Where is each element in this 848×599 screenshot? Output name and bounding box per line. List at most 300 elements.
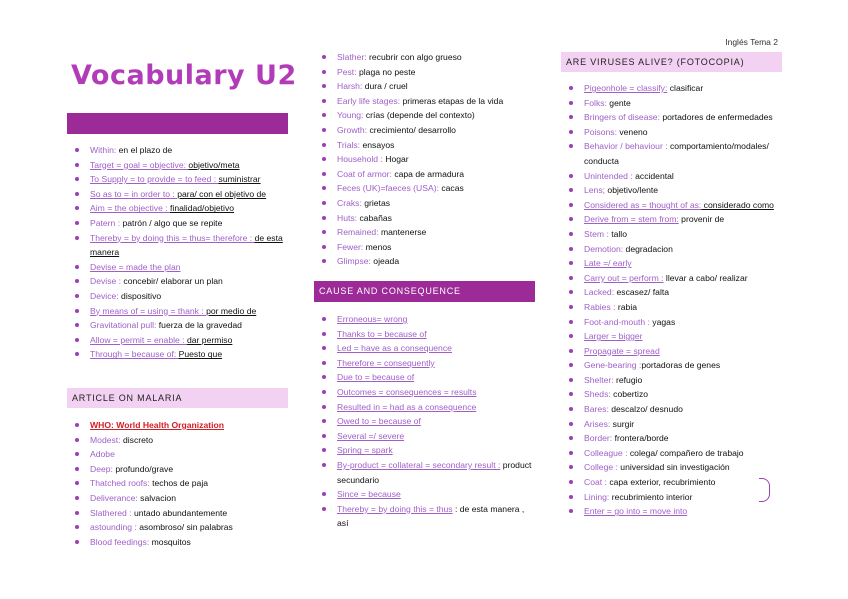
term: Pest:	[337, 66, 357, 77]
bullet-icon	[569, 378, 573, 382]
term: Erroneous= wrong	[337, 314, 408, 324]
term: Outcomes = consequences = results	[337, 386, 477, 397]
definition: salvacion	[137, 492, 176, 503]
definition: capa exterior, recubrimiento	[606, 477, 716, 488]
bullet-icon	[75, 206, 79, 210]
definition: recubrir con algo grueso	[366, 52, 462, 62]
list-item	[314, 443, 536, 458]
definition: por medio de	[206, 305, 257, 316]
malaria-list	[67, 418, 289, 549]
definition: plaga no peste	[356, 66, 416, 77]
bullet-icon	[322, 259, 326, 263]
bullet-icon	[569, 130, 573, 134]
term: By-product = collateral = secondary result :	[337, 459, 501, 470]
term: Patern :	[90, 217, 121, 228]
bullet-icon	[75, 423, 79, 427]
list-item	[314, 312, 536, 327]
definition: finalidad/objetivo	[170, 203, 235, 214]
list-item	[314, 240, 536, 255]
definition: Puesto que	[178, 349, 223, 360]
bullet-icon	[75, 294, 79, 298]
list-item	[314, 254, 536, 269]
list-item	[67, 333, 289, 348]
term: Trials:	[337, 139, 361, 150]
definition: cabañas	[357, 212, 392, 223]
list-item	[314, 356, 536, 371]
bullet-icon	[322, 55, 326, 59]
term: Considered as = thought of as:	[584, 199, 702, 210]
term: Fewer:	[337, 241, 364, 252]
term: Therefore = consequently	[337, 357, 435, 368]
bullet-icon	[75, 192, 79, 196]
list-item	[561, 227, 783, 242]
list-item	[314, 50, 536, 65]
definition: asombroso/ sin palabras	[136, 522, 233, 533]
list-item	[67, 318, 289, 333]
definition: profundo/grave	[112, 463, 174, 474]
term: Slathered :	[90, 507, 132, 518]
cause-list	[314, 312, 536, 531]
definition: cacas	[438, 183, 464, 194]
bullet-icon	[569, 465, 573, 469]
bullet-icon	[569, 247, 573, 251]
bullet-icon	[75, 338, 79, 342]
list-item	[67, 201, 289, 216]
term: Household :	[337, 154, 383, 165]
bullet-icon	[322, 230, 326, 234]
bullet-icon	[75, 496, 79, 500]
bullet-icon	[322, 375, 326, 379]
term: Feces (UK)=faeces (USA):	[337, 183, 439, 194]
title-underline-bar	[67, 113, 288, 134]
definition: ojeada	[370, 256, 400, 267]
bullet-icon	[322, 419, 326, 423]
definition: ensayos	[360, 139, 395, 150]
bullet-icon	[322, 317, 326, 321]
list-item	[314, 108, 536, 123]
list-item	[314, 487, 536, 502]
bullet-icon	[569, 320, 573, 324]
definition: grietas	[361, 197, 391, 208]
list-item	[561, 315, 783, 330]
definition: colega/ compañero de trabajo	[627, 447, 744, 458]
definition: dispositivo	[118, 290, 162, 301]
term: Slather:	[337, 52, 367, 62]
definition: provenir de	[678, 214, 725, 225]
term: Devise = made the plan	[90, 261, 181, 272]
list-item	[561, 139, 783, 168]
term: Border:	[584, 433, 613, 444]
list-item	[67, 535, 289, 550]
definition: dura / cruel	[362, 81, 408, 92]
list-item	[67, 491, 289, 506]
bullet-icon	[75, 309, 79, 313]
bullet-icon	[75, 221, 79, 225]
definition: cobertizo	[610, 389, 649, 400]
list-item	[314, 196, 536, 211]
list-item	[67, 216, 289, 231]
term: By means of = using = thank :	[90, 305, 207, 316]
column-2-cause	[314, 312, 536, 531]
vocab-list-3	[561, 81, 783, 519]
list-item	[67, 260, 289, 275]
bullet-icon	[322, 245, 326, 249]
bullet-icon	[75, 525, 79, 529]
definition: comportamiento/modales/ conducta	[584, 141, 769, 166]
term: WHO: World Health Organization	[90, 420, 224, 430]
list-item	[561, 344, 783, 359]
definition: suministrar	[218, 174, 261, 185]
definition: escasez/ falta	[614, 287, 670, 298]
bullet-icon	[569, 480, 573, 484]
term: Gravitational pull:	[90, 320, 157, 331]
definition: considerado como	[701, 199, 774, 210]
list-item	[561, 242, 783, 257]
bullet-icon	[322, 157, 326, 161]
bullet-icon	[569, 276, 573, 280]
term: Harsh:	[337, 81, 363, 92]
bullet-icon	[322, 346, 326, 350]
term: Sheds:	[584, 389, 611, 400]
list-item	[561, 271, 783, 286]
list-item	[67, 143, 289, 158]
list-item	[561, 358, 783, 373]
definition: patrón / algo que se repite	[120, 217, 223, 228]
definition: untado abundantemente	[131, 507, 228, 518]
definition: mantenerse	[378, 227, 427, 238]
term: Rabies :	[584, 301, 616, 312]
term: Propagate = spread	[584, 345, 660, 356]
term: Pigeonhole = classify:	[584, 83, 668, 93]
bullet-icon	[569, 174, 573, 178]
list-item	[67, 289, 289, 304]
list-item	[67, 231, 289, 260]
bullet-icon	[322, 405, 326, 409]
term: Lacked:	[584, 287, 615, 298]
definition: techos de paja	[149, 478, 209, 489]
bullet-icon	[322, 434, 326, 438]
term: Foot-and-mouth :	[584, 316, 650, 327]
term: Colleague :	[584, 447, 628, 458]
bullet-icon	[322, 492, 326, 496]
definition: crecimiento/ desarrollo	[367, 124, 456, 135]
term: Aim = the objective :	[90, 203, 171, 214]
bullet-icon	[75, 452, 79, 456]
bullet-icon	[569, 451, 573, 455]
bullet-icon	[569, 290, 573, 294]
bullet-icon	[322, 332, 326, 336]
bullet-icon	[569, 188, 573, 192]
bullet-icon	[75, 323, 79, 327]
definition: Hogar	[382, 154, 409, 165]
list-item	[314, 370, 536, 385]
term: Glimpse:	[337, 256, 371, 267]
term: Led = have as a consequence	[337, 343, 452, 354]
term: Derive from = stem from:	[584, 214, 679, 225]
bullet-icon	[75, 467, 79, 471]
bullet-icon	[322, 186, 326, 190]
term: Enter = go into = move into	[584, 506, 688, 517]
term: Unintended :	[584, 170, 633, 181]
definition: gente	[606, 97, 631, 108]
definition: recubrimiento interior	[609, 491, 693, 502]
definition: llevar a cabo/ realizar	[663, 272, 748, 283]
term: Bares:	[584, 404, 609, 415]
term: Late =/ early	[584, 258, 632, 269]
term: Demotion:	[584, 243, 624, 254]
term: Devise :	[90, 276, 122, 287]
bullet-icon	[322, 99, 326, 103]
bullet-icon	[569, 232, 573, 236]
term: Coat :	[584, 477, 607, 488]
bullet-icon	[569, 392, 573, 396]
definition: capa de armadura	[391, 168, 465, 179]
definition: dar permiso	[186, 334, 233, 345]
definition: mosquitos	[149, 536, 191, 547]
bullet-icon	[322, 361, 326, 365]
column-2	[314, 50, 536, 269]
bullet-icon	[569, 101, 573, 105]
bullet-icon	[569, 363, 573, 367]
list-item	[561, 256, 783, 271]
term: Deep:	[90, 463, 113, 474]
list-item	[561, 212, 783, 227]
term: Behavior / behaviour :	[584, 141, 668, 152]
section-header-cause: CAUSE AND CONSEQUENCE	[314, 281, 535, 302]
definition: concebir/ elaborar un plan	[121, 276, 223, 287]
vocab-list-2	[314, 50, 536, 269]
bullet-icon	[322, 201, 326, 205]
list-item	[561, 125, 783, 140]
bullet-icon	[75, 352, 79, 356]
definition: primeras etapas de la vida	[400, 95, 504, 106]
list-item	[561, 504, 783, 519]
bullet-icon	[75, 540, 79, 544]
list-item	[67, 187, 289, 202]
term: Young:	[337, 110, 364, 121]
list-item	[561, 387, 783, 402]
list-item	[561, 96, 783, 111]
definition: para/ con el objetivo de	[177, 188, 267, 199]
list-item	[314, 138, 536, 153]
term: Gene-bearing :	[584, 360, 642, 371]
list-item	[561, 431, 783, 446]
bullet-icon	[322, 113, 326, 117]
term: Thereby = by doing this = thus= therefore :	[90, 232, 255, 243]
term: Allow = permit = enable :	[90, 334, 187, 345]
list-item	[314, 167, 536, 182]
definition: product secundario	[337, 459, 532, 485]
list-item	[314, 225, 536, 240]
list-item	[67, 476, 289, 491]
list-item	[314, 502, 536, 531]
definition: discreto	[120, 434, 154, 445]
definition: fuerza de la gravedad	[156, 320, 242, 331]
right-brace-icon	[759, 478, 770, 502]
term: Carry out = perform :	[584, 272, 664, 283]
vocab-list-1	[67, 143, 289, 362]
term: Folks:	[584, 97, 607, 108]
list-item	[561, 490, 783, 505]
term: Several =/ severe	[337, 430, 405, 441]
bullet-icon	[569, 436, 573, 440]
term: Owed to = because of	[337, 416, 421, 427]
term: Blood feedings:	[90, 536, 150, 547]
list-item	[314, 123, 536, 138]
list-item	[67, 520, 289, 535]
definition: descalzo/ desnudo	[608, 404, 683, 415]
term: astounding :	[90, 522, 137, 533]
list-item	[67, 158, 289, 173]
definition: degradacion	[623, 243, 673, 254]
bullet-icon	[75, 163, 79, 167]
term: Early life stages:	[337, 95, 401, 106]
bullet-icon	[322, 143, 326, 147]
list-item	[561, 110, 783, 125]
bullet-icon	[322, 463, 326, 467]
bullet-icon	[569, 217, 573, 221]
list-item	[314, 429, 536, 444]
bullet-icon	[569, 509, 573, 513]
term: Huts:	[337, 212, 358, 223]
bullet-icon	[322, 70, 326, 74]
definition: accidental	[632, 170, 674, 181]
list-item	[314, 79, 536, 94]
list-item	[67, 347, 289, 362]
list-item	[561, 285, 783, 300]
definition: clasificar	[667, 83, 704, 93]
list-item	[314, 341, 536, 356]
bullet-icon	[75, 148, 79, 152]
column-3	[561, 81, 783, 519]
definition: tallo	[608, 228, 627, 239]
term: College :	[584, 462, 618, 473]
list-item	[561, 373, 783, 388]
list-item	[67, 462, 289, 477]
term: Thatched roofs:	[90, 478, 150, 489]
bullet-icon	[322, 84, 326, 88]
term: Modest:	[90, 434, 121, 445]
bullet-icon	[569, 86, 573, 90]
definition: crías (depende del contexto)	[363, 110, 475, 121]
bullet-icon	[569, 144, 573, 148]
page-label: Inglés Tema 2	[725, 37, 778, 47]
list-item	[561, 183, 783, 198]
list-item	[314, 327, 536, 342]
definition: surgir	[610, 418, 635, 429]
bullet-icon	[569, 349, 573, 353]
bullet-icon	[569, 115, 573, 119]
section-header-viruses: ARE VIRUSES ALIVE? (FOTOCOPIA)	[561, 52, 782, 72]
term: Lens;	[584, 185, 606, 196]
bullet-icon	[322, 128, 326, 132]
term: Bringers of disease:	[584, 112, 660, 123]
column-1	[67, 143, 289, 362]
definition: veneno	[616, 126, 648, 137]
term: Lining:	[584, 491, 610, 502]
term: Craks:	[337, 197, 362, 208]
definition: portadores de enfermedades	[659, 112, 773, 123]
term: So as to = in order to :	[90, 188, 178, 199]
bullet-icon	[569, 334, 573, 338]
list-item	[561, 402, 783, 417]
term: Spring = spark	[337, 445, 393, 456]
bullet-icon	[75, 177, 79, 181]
list-item	[314, 211, 536, 226]
term: Target = goal = objective:	[90, 159, 189, 170]
term: Device:	[90, 290, 119, 301]
bullet-icon	[75, 279, 79, 283]
term: Coat of armor:	[337, 168, 392, 179]
definition: objetivo/lente	[605, 185, 659, 196]
list-item	[561, 460, 783, 475]
term: Poisons:	[584, 126, 617, 137]
term: Stem :	[584, 228, 609, 239]
term: Since = because	[337, 489, 401, 500]
definition: frontera/borde	[612, 433, 669, 444]
definition: en el plazo de	[116, 145, 173, 155]
list-item	[561, 475, 783, 490]
bullet-icon	[322, 390, 326, 394]
page-title: Vocabulary U2	[71, 60, 297, 91]
list-item	[67, 447, 289, 462]
definition: de esta manera	[90, 232, 283, 258]
bullet-icon	[569, 407, 573, 411]
bullet-icon	[322, 448, 326, 452]
bullet-icon	[75, 481, 79, 485]
list-item	[67, 172, 289, 187]
bullet-icon	[569, 261, 573, 265]
term: Within:	[90, 145, 117, 155]
list-item	[314, 458, 536, 487]
bullet-icon	[569, 422, 573, 426]
column-1-malaria	[67, 418, 289, 549]
list-item	[314, 385, 536, 400]
term: Thereby = by doing this = thus	[337, 503, 453, 514]
definition: rabia	[615, 301, 638, 312]
term: Resulted in = had as a consequence	[337, 401, 477, 412]
list-item	[314, 414, 536, 429]
list-item	[314, 94, 536, 109]
bullet-icon	[75, 236, 79, 240]
term: Growth:	[337, 124, 368, 135]
definition: objetivo/meta	[188, 159, 240, 170]
bullet-icon	[322, 507, 326, 511]
term: Due to = because of	[337, 372, 415, 383]
list-item	[561, 169, 783, 184]
bullet-icon	[75, 511, 79, 515]
definition: menos	[363, 241, 392, 252]
definition: refugio	[613, 374, 643, 385]
list-item	[67, 304, 289, 319]
bullet-icon	[322, 172, 326, 176]
list-item	[67, 506, 289, 521]
bullet-icon	[75, 265, 79, 269]
term: Thanks to = because of	[337, 328, 427, 339]
term: Remained:	[337, 227, 379, 238]
term: Deliverance:	[90, 492, 138, 503]
list-item	[67, 274, 289, 289]
bullet-icon	[322, 216, 326, 220]
list-item	[561, 417, 783, 432]
list-item	[561, 81, 783, 96]
term: Arises:	[584, 418, 611, 429]
term: Adobe	[90, 449, 115, 460]
list-item	[561, 329, 783, 344]
list-item	[67, 418, 289, 433]
bullet-icon	[75, 438, 79, 442]
list-item	[314, 152, 536, 167]
